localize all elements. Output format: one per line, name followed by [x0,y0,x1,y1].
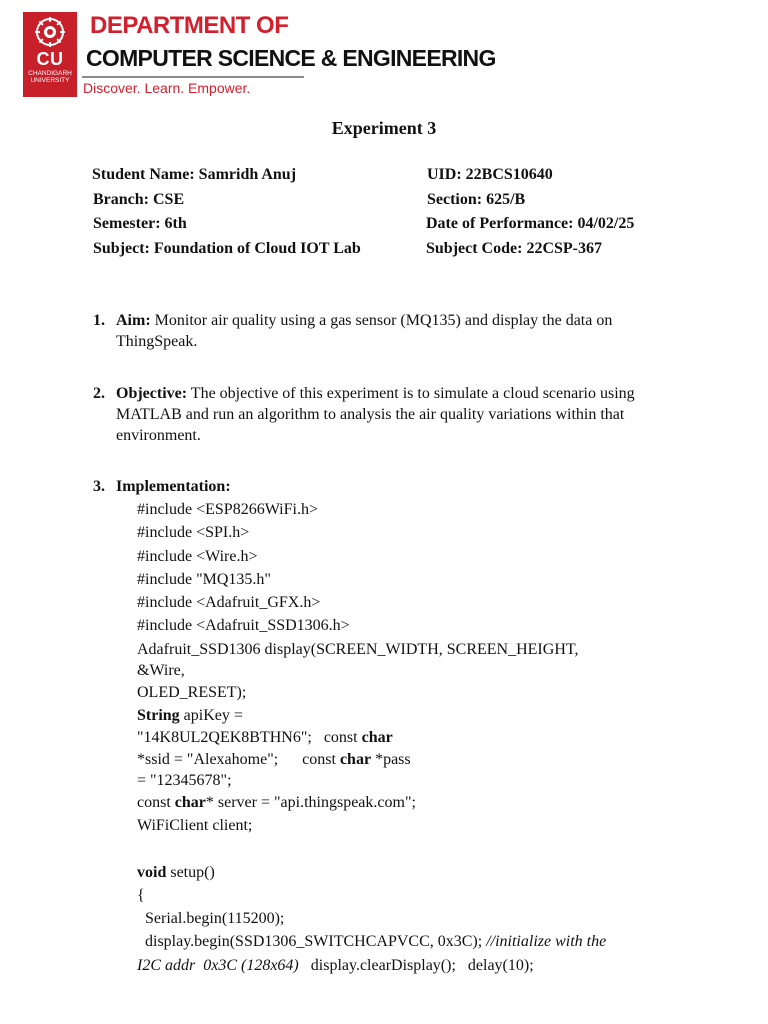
code-comment: //initialize with the [486,933,607,951]
implementation-body [116,476,696,497]
code-text: display.clearDisplay(); delay(10); [298,956,534,974]
code-line [137,748,697,771]
implementation-number: 3. [93,478,105,495]
code-text: *pass [371,750,411,768]
code-line: = "12345678"; [137,771,232,789]
code-text: apiKey = [179,707,243,725]
code-line: &Wire, [137,662,185,680]
code-text: const [137,793,175,811]
aim-body [116,310,696,352]
code-text: *ssid = "Alexahome"; const [137,750,340,768]
branch: Branch: CSE [93,191,185,208]
code-line: #include <ESP8266WiFi.h> [137,501,318,518]
code-line: WiFiClient client; [137,816,253,834]
objective-body [116,383,696,446]
university-emblem-icon [34,16,66,48]
implementation-label: Implementation: [116,478,231,495]
code-text: display.begin(SSD1306_SWITCHCAPVCC, 0x3C); [137,933,487,951]
code-line [137,791,697,814]
uid: UID: 22BCS10640 [427,166,553,183]
code-line: Adafruit_SSD1306 display(SCREEN_WIDTH, SCREEN_HEIGHT, [137,640,579,658]
subject: Subject: Foundation of Cloud IOT Lab [93,240,361,257]
subject-code: Subject Code: 22CSP-367 [426,240,602,257]
code-comment: I2C addr 0x3C (128x64) [137,956,299,974]
section: Section: 625/B [427,191,526,208]
code-line: Serial.begin(115200); [137,910,285,928]
department-heading-line2: COMPUTER SCIENCE & ENGINEERING [86,45,496,71]
student-name: Student Name: Samridh Anuj [92,166,297,183]
code-text: setup() [166,863,215,881]
code-keyword: void [137,863,167,881]
code-text: "14K8UL2QEK8BTHN6"; const [137,728,362,746]
code-line [137,704,697,727]
code-keyword: char [174,793,206,811]
objective-text: The objective of this experiment is to simulate a cloud scenario using MATLAB and run an algorithm to analysis the air quality variations within that environment. [116,385,635,444]
code-keyword: String [137,707,180,725]
aim-number: 1. [93,312,105,329]
code-line: #include "MQ135.h" [137,570,271,588]
logo-university-name: CHANDIGARH UNIVERSITY [28,70,72,84]
department-heading-line1: DEPARTMENT OF [90,12,289,39]
code-listing [137,498,697,977]
code-line: { [137,886,145,904]
objective-number: 2. [93,385,105,402]
code-line [137,954,697,977]
code-line: #include <Wire.h> [137,547,258,565]
semester: Semester: 6th [93,215,187,232]
date-of-performance: Date of Performance: 04/02/25 [426,215,635,232]
aim-text: Monitor air quality using a gas sensor (MQ135) and display the data on ThingSpeak. [116,312,613,350]
code-blank-line [137,837,697,860]
objective-label: Objective: [116,385,188,402]
tagline: Discover. Learn. Empower. [83,80,251,96]
code-line: #include <Adafruit_GFX.h> [137,594,321,612]
code-text: * server = "api.thingspeak.com"; [205,793,416,811]
code-keyword: char [339,750,372,768]
aim-label: Aim: [116,312,151,329]
code-line: OLED_RESET); [137,684,247,702]
code-line: #include <SPI.h> [137,524,250,542]
code-line [137,728,697,748]
code-line [137,930,697,953]
logo-letters: CU [36,49,64,69]
page-title: Experiment 3 [331,118,437,138]
code-keyword: char [361,728,393,746]
code-line: #include <Adafruit_SSD1306.h> [137,617,350,635]
university-logo [23,12,77,97]
header-divider [82,76,304,78]
code-line [137,861,697,884]
